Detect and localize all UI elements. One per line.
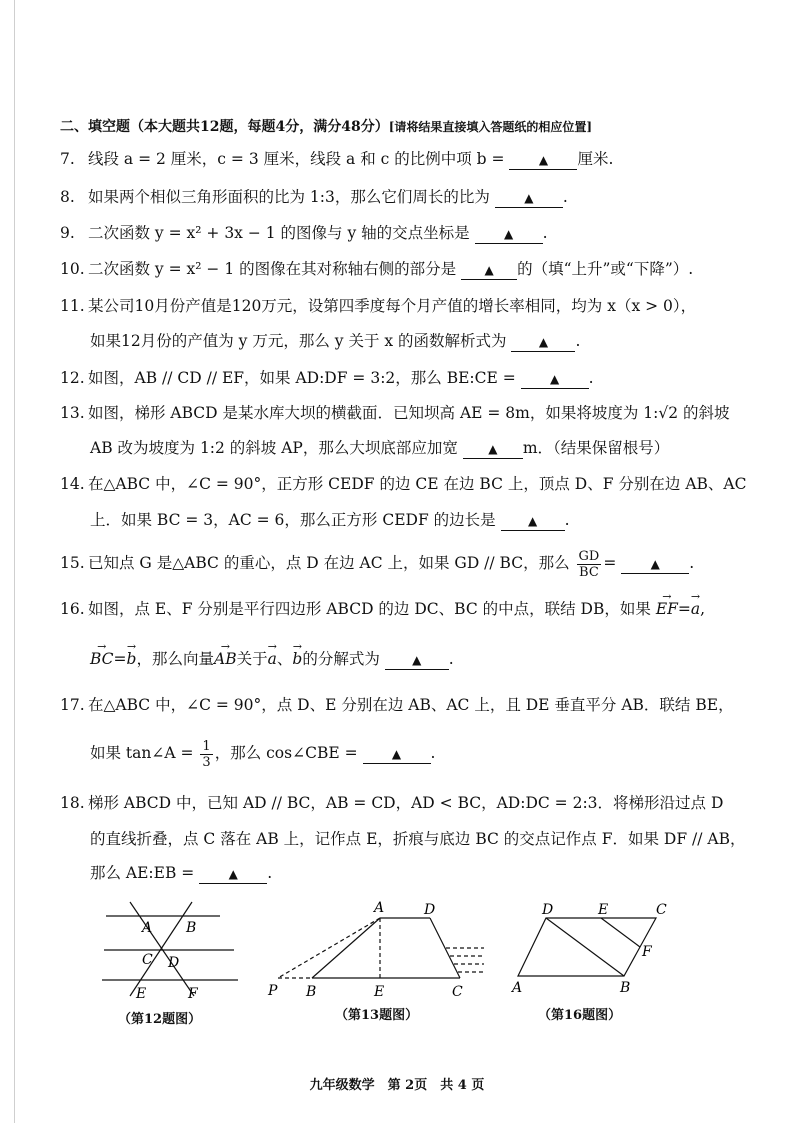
label-b: B xyxy=(306,984,317,1000)
question-7: 7. 线段 a = 2 厘米，c = 3 厘米，线段 a 和 c 的比例中项 b = ▲ 厘米. xyxy=(60,150,614,168)
label-c: C xyxy=(452,984,463,1000)
label-c: C xyxy=(142,952,153,968)
fraction-gd-bc: $\frac{GD}{BC}$ xyxy=(578,548,600,580)
label-f: F xyxy=(642,944,652,960)
answer-blank[interactable]: ▲ xyxy=(511,332,575,352)
section-note: [请将结果直接填入答题纸的相应位置] xyxy=(388,120,593,134)
answer-blank[interactable]: ▲ xyxy=(461,260,517,280)
question-18-line-1: 18. 梯形 ABCD 中，已知 AD // BC，AB = CD，AD < BC，AD:DC = 2:3．将梯形沿过点 D xyxy=(60,794,724,812)
label-a: A xyxy=(142,920,153,936)
question-9: 9. 二次函数 y = x² + 3x − 1 的图像与 y 轴的交点坐标是 ▲ . xyxy=(60,224,548,242)
question-15: 15. 已知点 G 是△ABC 的重心，点 D 在边 AC 上，如果 GD // BC，那么 $\frac{GD}{BC}$ = ▲ . xyxy=(60,548,695,580)
slope-ab xyxy=(312,918,380,978)
answer-blank[interactable]: ▲ xyxy=(495,188,563,208)
question-13-line-1: 13. 如图，梯形 ABCD 是某水库大坝的横截面．已知坝高 AE = 8m，如果将坡度为 1:√2 的斜坡 xyxy=(60,404,730,422)
question-16-line-2: → BC=→ b，那么向量→ AB关于→ a、→ b的分解式为 ▲ . xyxy=(90,648,780,670)
label-e: E xyxy=(598,902,609,918)
page-footer: 九年级数学 第 2页 共 4 页 xyxy=(309,1078,485,1093)
slope-ap xyxy=(278,918,380,978)
question-14-line-2: 上．如果 BC = 3，AC = 6，那么正方形 CEDF 的边长是 ▲ . xyxy=(90,511,570,529)
vector-b: → b xyxy=(292,648,302,670)
question-8: 8. 如果两个相似三角形面积的比为 1:3，那么它们周长的比为 ▲ . xyxy=(60,188,568,206)
label-e: E xyxy=(374,984,385,1000)
question-18-line-3: 那么 AE:EB = ▲ . xyxy=(90,864,273,882)
answer-blank[interactable]: ▲ xyxy=(501,511,565,531)
parallelogram-abcd xyxy=(518,918,656,976)
answer-blank[interactable]: ▲ xyxy=(521,369,589,389)
answer-blank[interactable]: ▲ xyxy=(385,650,449,670)
label-f: F xyxy=(188,986,198,1002)
figure-16-caption: （第16题图） xyxy=(538,1008,622,1023)
vector-b: → b xyxy=(127,648,137,670)
figure-12-diagram xyxy=(96,900,246,1004)
answer-blank[interactable]: ▲ xyxy=(475,224,543,244)
label-b: B xyxy=(186,920,197,936)
label-d: D xyxy=(424,902,436,918)
label-a: A xyxy=(374,900,385,916)
vector-bc: → BC xyxy=(90,648,114,670)
question-14-line-1: 14. 在△ABC 中，∠C = 90°，正方形 CEDF 的边 CE 在边 BC 上，顶点 D、F 分别在边 AB、AC xyxy=(60,475,747,493)
fraction-one-third: $\frac{1}{3}$ xyxy=(202,738,211,770)
question-12: 12. 如图，AB // CD // EF，如果 AD:DF = 3:2，那么 BE:CE = ▲ . xyxy=(60,369,594,387)
question-17-line-1: 17. 在△ABC 中，∠C = 90°，点 D、E 分别在边 AB、AC 上，且 DE 垂直平分 AB．联结 BE， xyxy=(60,696,734,714)
question-11-line-2: 如果12月份的产值为 y 万元，那么 y 关于 x 的函数解析式为 ▲ . xyxy=(90,332,581,350)
answer-blank[interactable]: ▲ xyxy=(363,744,431,764)
binding-margin-line xyxy=(14,0,15,1123)
vector-ef: → EF xyxy=(656,598,678,620)
figure-16-diagram xyxy=(506,900,682,1000)
question-18-line-2: 的直线折叠，点 C 落在 AB 上，记作点 E，折痕与底边 BC 的交点记作点 F．如果 DF // AB， xyxy=(90,830,746,848)
label-p: P xyxy=(268,983,278,999)
answer-blank[interactable]: ▲ xyxy=(509,150,577,170)
answer-blank[interactable]: ▲ xyxy=(199,864,267,884)
figure-12-caption: （第12题图） xyxy=(118,1012,202,1027)
section-heading: 二、填空题（本大题共12题，每题4分，满分48分）[请将结果直接填入答题纸的相应位置] xyxy=(60,119,593,135)
label-d: D xyxy=(542,902,554,918)
vector-ab: → AB xyxy=(214,648,237,670)
question-17-line-2: 如果 tan∠A = $\frac{1}{3}$ ，那么 cos∠CBE = ▲ . xyxy=(90,738,436,770)
question-13-line-2: AB 改为坡度为 1:2 的斜坡 AP，那么大坝底部应加宽 ▲ m．（结果保留根号） xyxy=(90,439,670,457)
figure-13-diagram xyxy=(262,898,492,1002)
label-c: C xyxy=(656,902,667,918)
segment-ef xyxy=(601,918,640,947)
answer-blank[interactable]: ▲ xyxy=(621,554,689,574)
question-16-line-1: 16. 如图，点 E、F 分别是平行四边形 ABCD 的边 DC、BC 的中点，联结 DB，如果 → EF=→ a, xyxy=(60,598,780,620)
figure-13-caption: （第13题图） xyxy=(335,1008,419,1023)
label-d: D xyxy=(168,955,180,971)
label-b: B xyxy=(620,980,631,996)
label-a: A xyxy=(512,980,523,996)
label-e: E xyxy=(136,986,147,1002)
question-11-line-1: 11. 某公司10月份产值是120万元，设第四季度每个月产值的增长率相同，均为 x（x > 0）， xyxy=(60,297,697,315)
vector-a: → a xyxy=(691,598,700,620)
answer-blank[interactable]: ▲ xyxy=(463,439,523,459)
vector-a: → a xyxy=(268,648,277,670)
question-10: 10. 二次函数 y = x² − 1 的图像在其对称轴右侧的部分是 ▲ 的（填“上升”或“下降”）. xyxy=(60,260,694,278)
